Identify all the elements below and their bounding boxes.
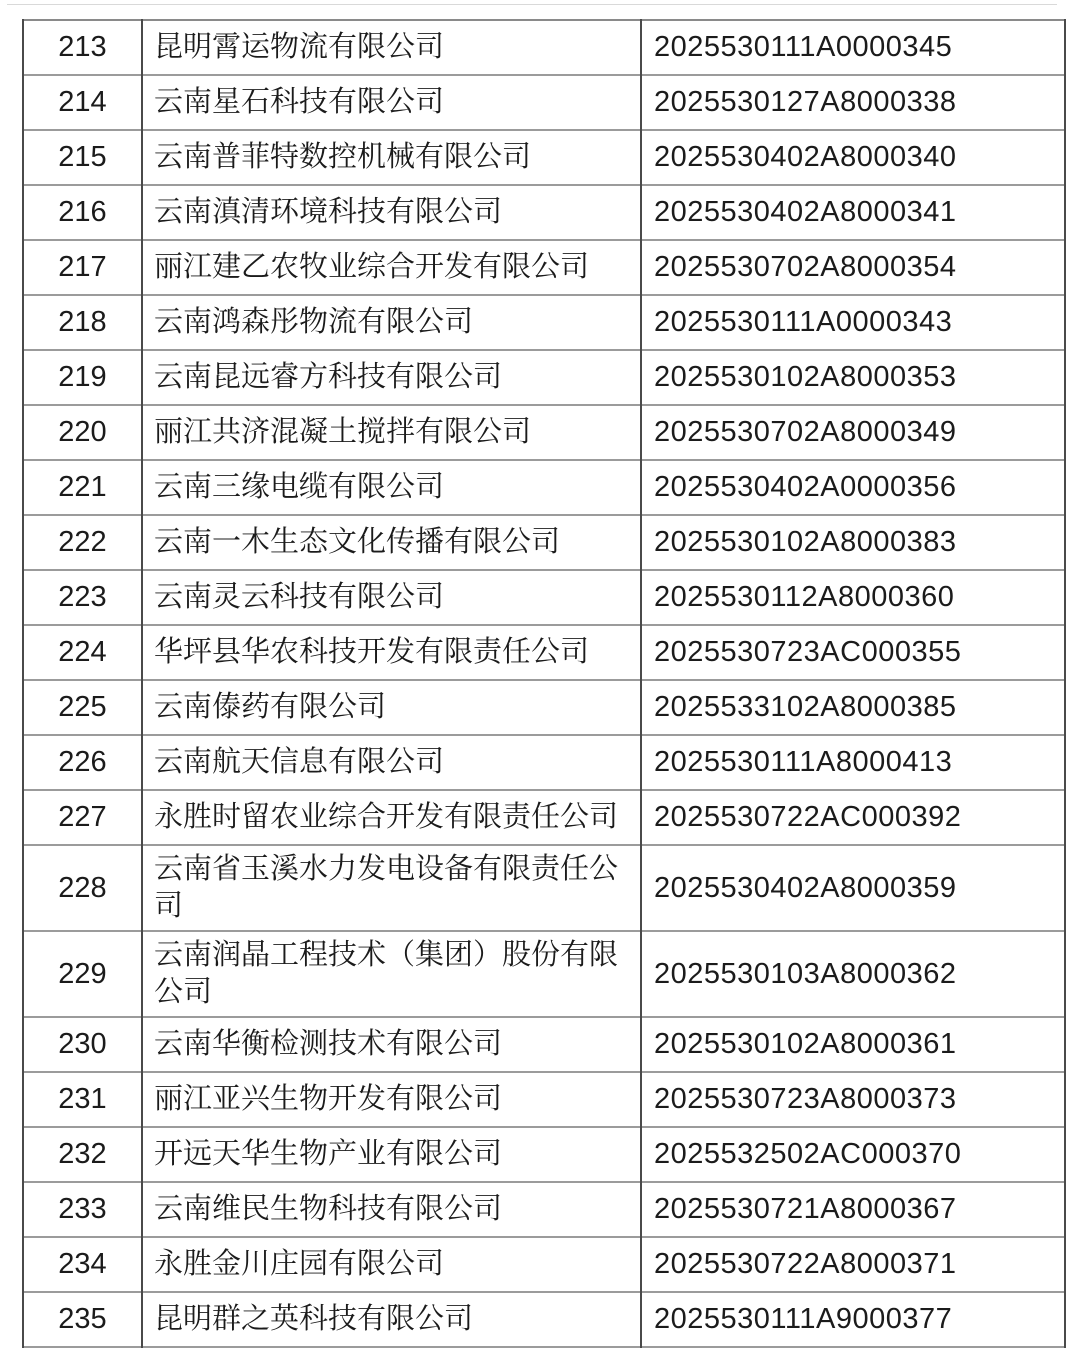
row-index: 213 [23,20,142,75]
company-name: 华坪县华农科技开发有限责任公司 [142,625,641,680]
row-index: 222 [23,515,142,570]
table-row [23,1182,1065,1237]
row-index: 234 [23,1237,142,1292]
company-name: 云南省玉溪水力发电设备有限责任公司 [142,845,641,931]
table-row [23,735,1065,790]
row-index: 231 [23,1072,142,1127]
company-name: 昆明霄运物流有限公司 [142,20,641,75]
row-index: 233 [23,1182,142,1237]
table-row [23,75,1065,130]
row-index: 228 [23,845,142,931]
table-row [23,790,1065,845]
company-name: 云南滇清环境科技有限公司 [142,185,641,240]
registration-code: 2025530402A8000341 [641,185,1065,240]
company-name: 丽江亚兴生物开发有限公司 [142,1072,641,1127]
registration-code: 2025530102A8000361 [641,1017,1065,1072]
registration-code: 2025533102A8000385 [641,680,1065,735]
company-name: 永胜金川庄园有限公司 [142,1237,641,1292]
company-list-table [22,19,1066,1348]
company-name: 云南灵云科技有限公司 [142,570,641,625]
company-name: 丽江共济混凝土搅拌有限公司 [142,405,641,460]
company-name: 云南一木生态文化传播有限公司 [142,515,641,570]
row-index: 232 [23,1127,142,1182]
table-row [23,20,1065,75]
registration-code: 2025530702A8000354 [641,240,1065,295]
table-row [23,515,1065,570]
registration-code: 2025530111A0000343 [641,295,1065,350]
registration-code: 2025530127A8000338 [641,75,1065,130]
registration-code: 2025530111A0000345 [641,20,1065,75]
company-name: 云南华衡检测技术有限公司 [142,1017,641,1072]
table-row [23,295,1065,350]
row-index: 217 [23,240,142,295]
company-name: 云南普菲特数控机械有限公司 [142,130,641,185]
table-row [23,845,1065,931]
registration-code: 2025530102A8000353 [641,350,1065,405]
registration-code: 2025530112A8000360 [641,570,1065,625]
company-name: 云南航天信息有限公司 [142,735,641,790]
table-row [23,1017,1065,1072]
page-top-partial-border [7,4,1057,5]
table-row [23,460,1065,515]
row-index: 226 [23,735,142,790]
company-name: 丽江建乙农牧业综合开发有限公司 [142,240,641,295]
registration-code: 2025530102A8000383 [641,515,1065,570]
row-index: 219 [23,350,142,405]
row-index: 230 [23,1017,142,1072]
company-list-table-container [22,19,1066,1348]
table-row [23,405,1065,460]
table-row [23,625,1065,680]
table-row [23,350,1065,405]
company-name: 云南润晶工程技术（集团）股份有限公司 [142,931,641,1017]
company-name: 永胜时留农业综合开发有限责任公司 [142,790,641,845]
registration-code: 2025530721A8000367 [641,1182,1065,1237]
registration-code: 2025530402A0000356 [641,460,1065,515]
company-table-body [23,20,1065,1347]
row-index: 215 [23,130,142,185]
table-row [23,240,1065,295]
table-row [23,680,1065,735]
table-row [23,1072,1065,1127]
table-row [23,1292,1065,1347]
registration-code: 2025530111A9000377 [641,1292,1065,1347]
row-index: 223 [23,570,142,625]
company-name: 云南昆远睿方科技有限公司 [142,350,641,405]
registration-code: 2025530722A8000371 [641,1237,1065,1292]
company-name: 云南星石科技有限公司 [142,75,641,130]
row-index: 214 [23,75,142,130]
registration-code: 2025530723AC000355 [641,625,1065,680]
row-index: 220 [23,405,142,460]
registration-code: 2025532502AC000370 [641,1127,1065,1182]
company-name: 开远天华生物产业有限公司 [142,1127,641,1182]
row-index: 235 [23,1292,142,1347]
registration-code: 2025530723A8000373 [641,1072,1065,1127]
company-name: 昆明群之英科技有限公司 [142,1292,641,1347]
row-index: 227 [23,790,142,845]
row-index: 229 [23,931,142,1017]
table-row [23,130,1065,185]
row-index: 224 [23,625,142,680]
row-index: 225 [23,680,142,735]
company-name: 云南鸿森彤物流有限公司 [142,295,641,350]
table-row [23,931,1065,1017]
row-index: 216 [23,185,142,240]
row-index: 218 [23,295,142,350]
table-row [23,1237,1065,1292]
table-row [23,185,1065,240]
company-name: 云南维民生物科技有限公司 [142,1182,641,1237]
row-index: 221 [23,460,142,515]
registration-code: 2025530702A8000349 [641,405,1065,460]
table-row [23,570,1065,625]
registration-code: 2025530402A8000359 [641,845,1065,931]
registration-code: 2025530111A8000413 [641,735,1065,790]
registration-code: 2025530103A8000362 [641,931,1065,1017]
company-name: 云南三缘电缆有限公司 [142,460,641,515]
registration-code: 2025530722AC000392 [641,790,1065,845]
registration-code: 2025530402A8000340 [641,130,1065,185]
company-name: 云南傣药有限公司 [142,680,641,735]
table-row [23,1127,1065,1182]
